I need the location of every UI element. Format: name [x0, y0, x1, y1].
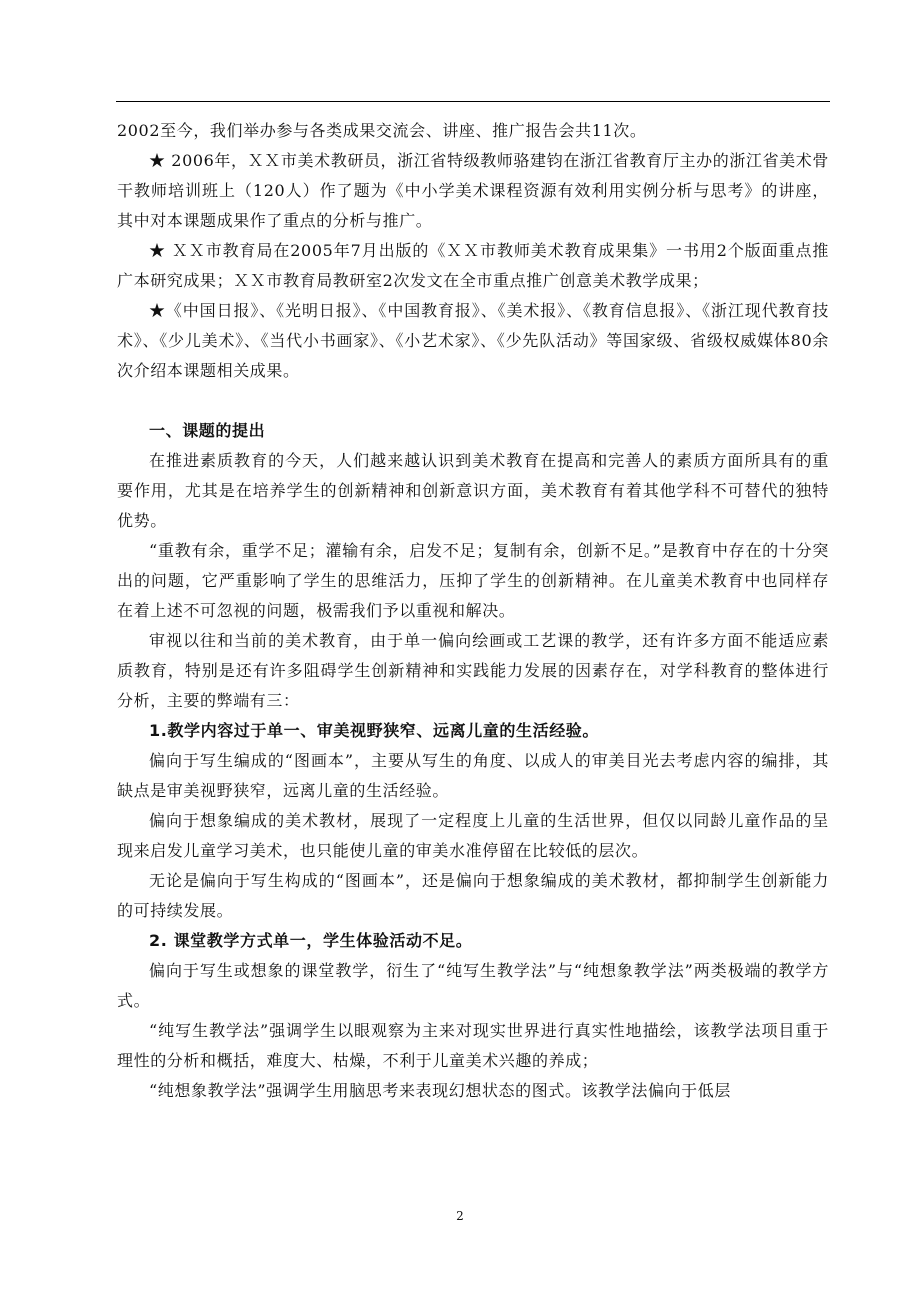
- intro-paragraph-1: 2002至今，我们举办参与各类成果交流会、讲座、推广报告会共11次。: [117, 121, 647, 140]
- section-heading: 一、课题的提出: [149, 421, 266, 440]
- intro-paragraph-4: ★《中国日报》、《光明日报》、《中国教育报》、《美术报》、《教育信息报》、《浙江现代教育技术》、《少儿美术》、《当代小书画家》、《小艺术家》、《少先队活动》等国家级、省级权威媒体80余次介绍本课题相关成果。: [117, 301, 829, 380]
- section-paragraph-1: 在推进素质教育的今天，人们越来越认识到美术教育在提高和完善人的素质方面所具有的重要作用，尤其是在培养学生的创新精神和创新意识方面，美术教育有着其他学科不可替代的独特优势。: [117, 451, 829, 530]
- subsection-2-paragraph-3: “纯想象教学法”强调学生用脑思考来表现幻想状态的图式。该教学法偏向于低层: [149, 1081, 731, 1100]
- subsection-heading-2: 2. 课堂教学方式单一，学生体验活动不足。: [149, 931, 473, 950]
- section-paragraph-3: 审视以往和当前的美术教育，由于单一偏向绘画或工艺课的教学，还有许多方面不能适应素质教育，特别是还有许多阻碍学生创新精神和实践能力发展的因素存在，对学科教育的整体进行分析，主要的弊端有三：: [117, 631, 829, 710]
- body-text: [117, 116, 829, 1106]
- subsection-1-paragraph-2: 偏向于想象编成的美术教材，展现了一定程度上儿童的生活世界，但仅以同龄儿童作品的呈现来启发儿童学习美术，也只能使儿童的审美水准停留在比较低的层次。: [117, 811, 829, 860]
- subsection-1-paragraph-3: 无论是偏向于写生构成的“图画本”，还是偏向于想象编成的美术教材，都抑制学生创新能力的可持续发展。: [117, 871, 829, 920]
- intro-paragraph-2: ★ 2006年，ＸＸ市美术教研员，浙江省特级教师骆建钧在浙江省教育厅主办的浙江省美术骨干教师培训班上（120人）作了题为《中小学美术课程资源有效利用实例分析与思考》的讲座，其中对本课题成果作了重点的分析与推广。: [117, 151, 829, 230]
- subsection-heading-1: 1.教学内容过于单一、审美视野狭窄、远离儿童的生活经验。: [149, 721, 600, 740]
- page-number: 2: [456, 1209, 464, 1223]
- subsection-1-paragraph-1: 偏向于写生编成的“图画本”，主要从写生的角度、以成人的审美目光去考虑内容的编排，其缺点是审美视野狭窄，远离儿童的生活经验。: [117, 751, 829, 800]
- subsection-2-paragraph-2: “纯写生教学法”强调学生以眼观察为主来对现实世界进行真实性地描绘，该教学法项目重于理性的分析和概括，难度大、枯燥，不利于儿童美术兴趣的养成；: [117, 1021, 829, 1070]
- intro-paragraph-3: ★ ＸＸ市教育局在2005年7月出版的《ＸＸ市教师美术教育成果集》一书用2个版面重点推广本研究成果；ＸＸ市教育局教研室2次发文在全市重点推广创意美术教学成果；: [117, 241, 829, 290]
- section-paragraph-2: “重教有余，重学不足；灌输有余，启发不足；复制有余，创新不足。”是教育中存在的十分突出的问题，它严重影响了学生的思维活力，压抑了学生的创新精神。在儿童美术教育中也同样存在着上述不可忽视的问题，极需我们予以重视和解决。: [117, 541, 829, 620]
- subsection-2-paragraph-1: 偏向于写生或想象的课堂教学，衍生了“纯写生教学法”与“纯想象教学法”两类极端的教学方式。: [117, 961, 829, 1010]
- header-rule: [116, 101, 830, 102]
